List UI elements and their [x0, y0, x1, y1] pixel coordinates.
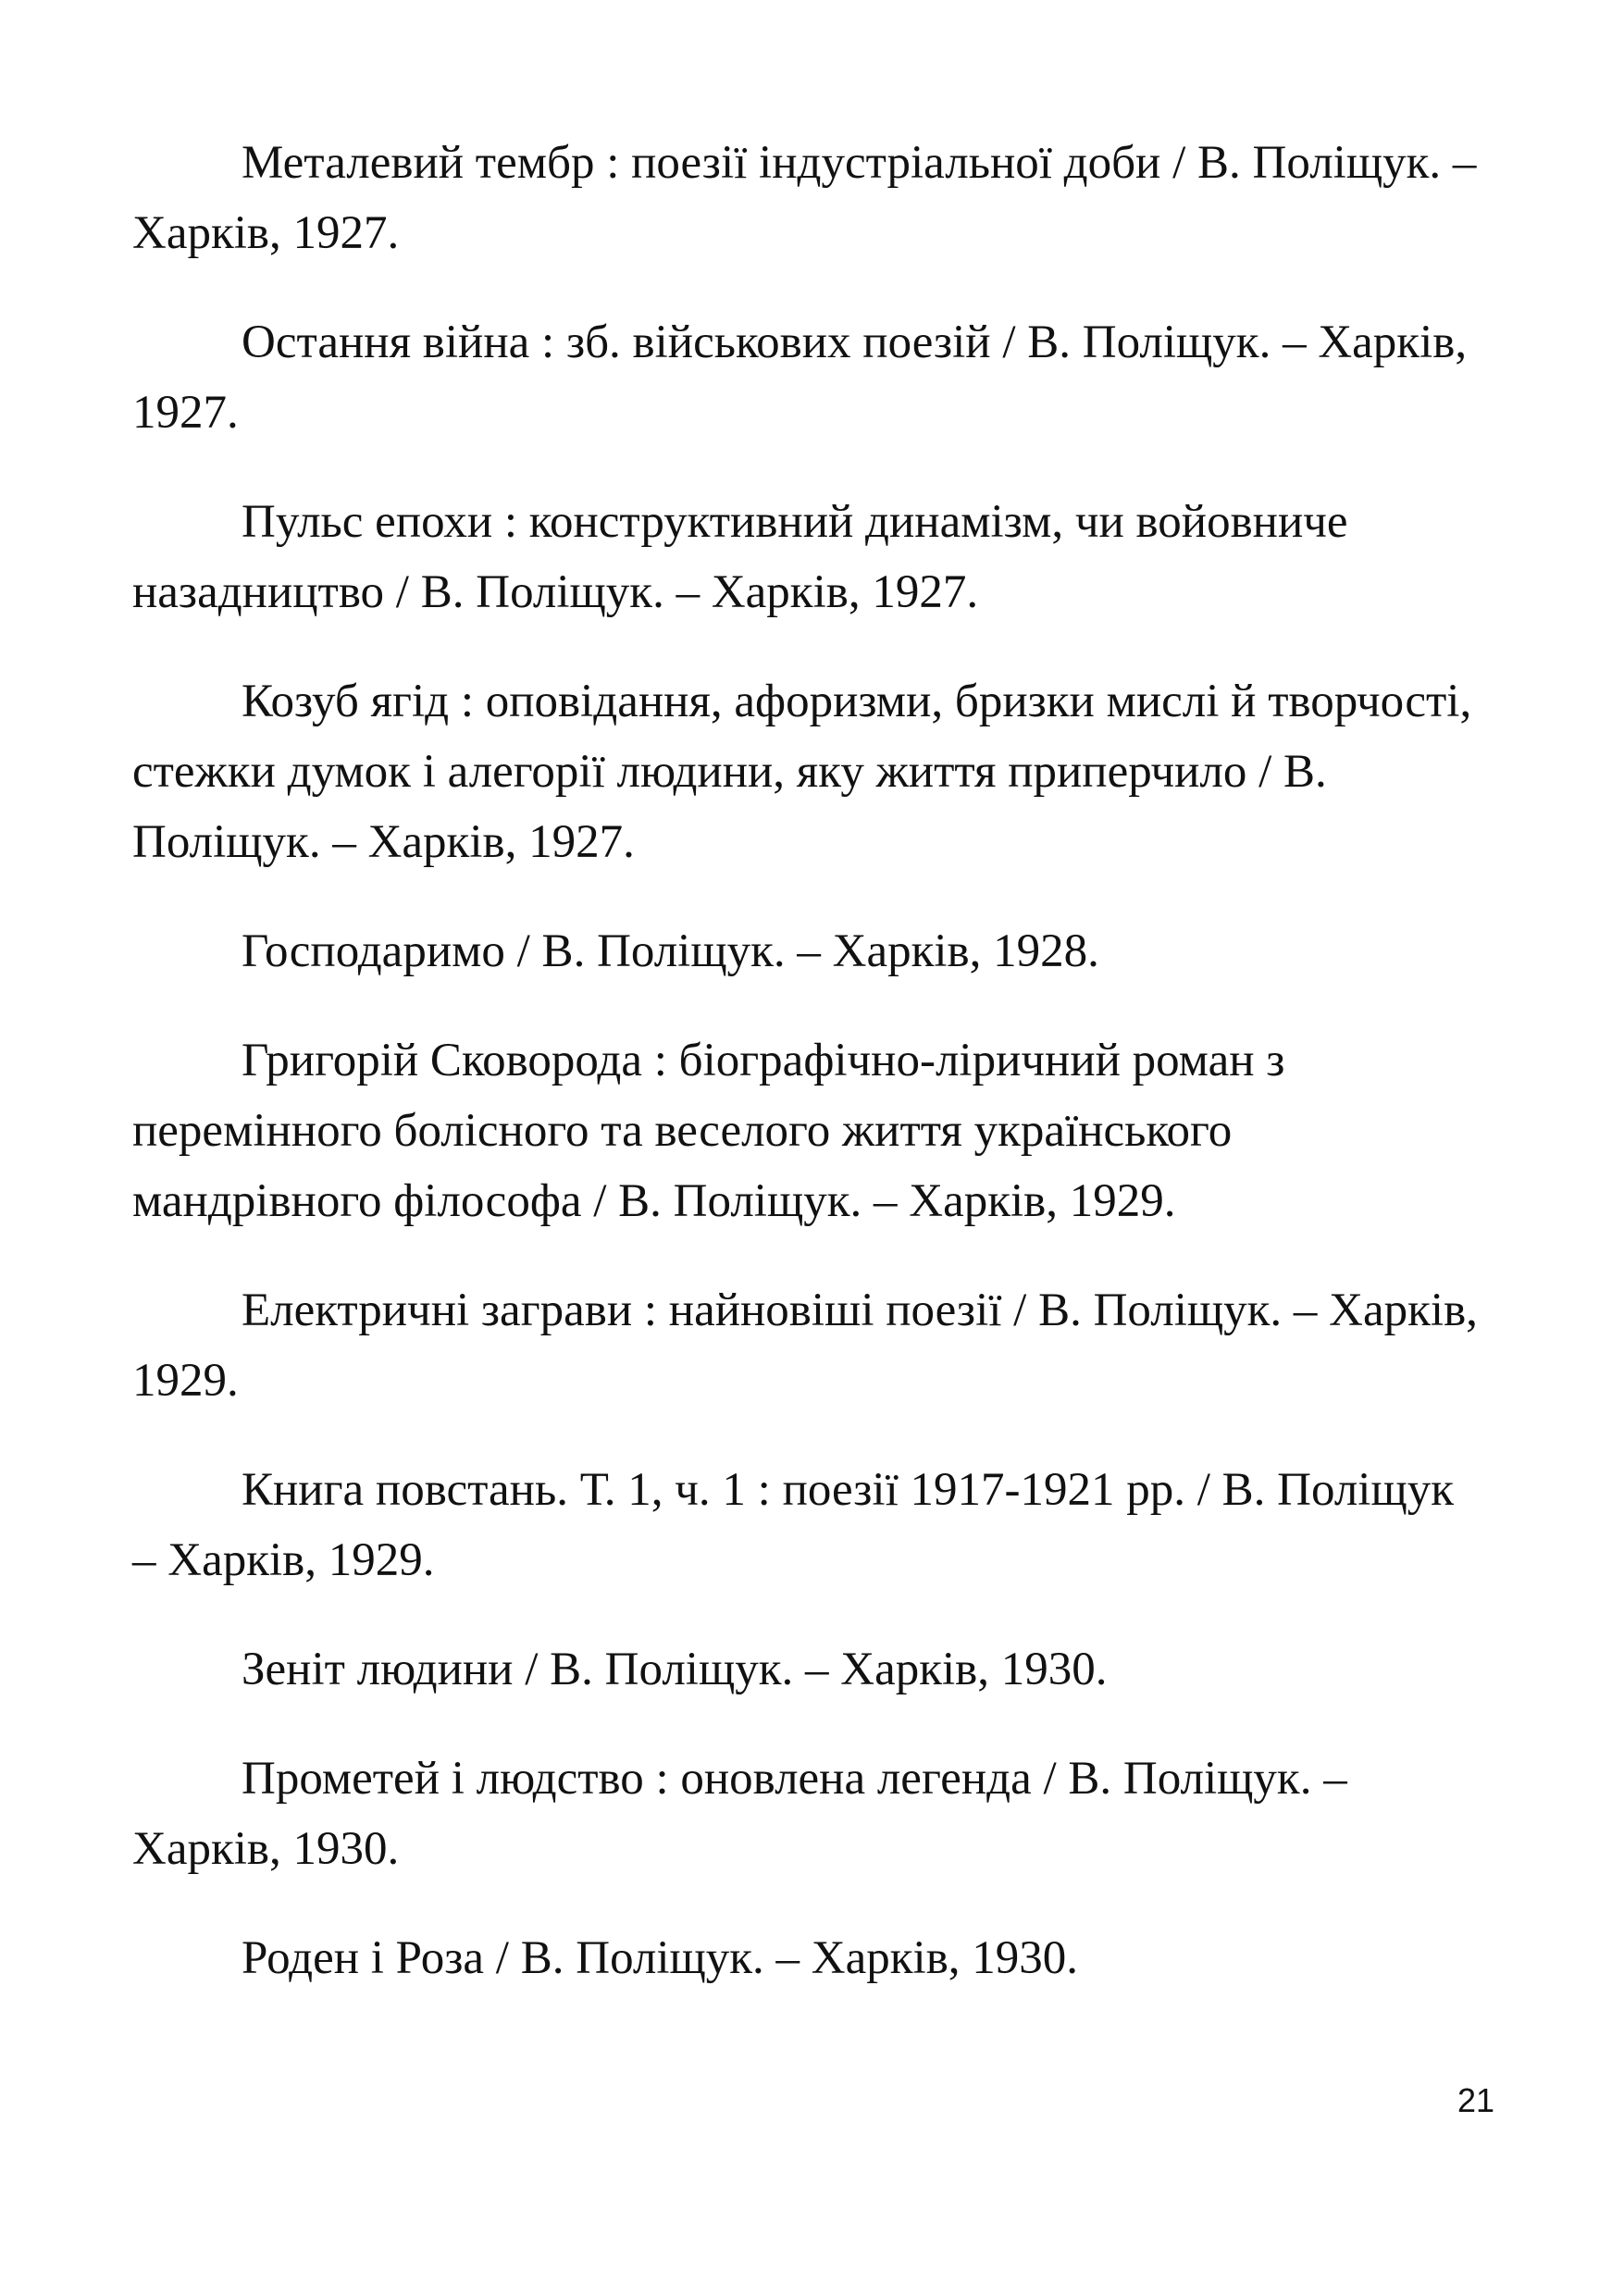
bibliography-entry: Роден і Роза / В. Поліщук. – Харків, 1930.: [242, 1932, 1079, 1984]
bibliography-entry: Остання війна : зб. військових поезій / В. Поліщук. – Харків, 1927.: [132, 316, 1468, 439]
page-number: 21: [1457, 2081, 1494, 2119]
bibliography-entry: Григорій Сковорода : біографічно-ліричний роман з перемінного болісного та веселого життя українського мандрівного філософа / В. Поліщук. – Харків, 1929.: [132, 1035, 1285, 1227]
bibliography-list: [132, 128, 1483, 2032]
bibliography-entry: Книга повстань. Т. 1, ч. 1 : поезії 1917-1921 рр. / В. Поліщук – Харків, 1929.: [132, 1464, 1454, 1586]
bibliography-entry: Зеніт людини / В. Поліщук. – Харків, 1930.: [242, 1644, 1108, 1695]
bibliography-entry: Господаримо / В. Поліщук. – Харків, 1928.: [242, 925, 1099, 977]
bibliography-entry: Пульс епохи : конструктивний динамізм, чи войовниче назадництво / В. Поліщук. – Харків, 1927.: [132, 496, 1348, 618]
bibliography-entry: Електричні заграви : найновіші поезії / В. Поліщук. – Харків, 1929.: [132, 1285, 1478, 1407]
bibliography-entry: Металевий тембр : поезії індустріальної доби / В. Поліщук. – Харків, 1927.: [132, 137, 1477, 259]
bibliography-entry: Прометей і людство : оновлена легенда / В. Поліщук. – Харків, 1930.: [132, 1753, 1347, 1875]
bibliography-entry: Козуб ягід : оповідання, афоризми, бризки мислі й творчості, стежки думок і алегорії людини, яку життя приперчило / В. Поліщук. – Харків, 1927.: [132, 676, 1472, 868]
